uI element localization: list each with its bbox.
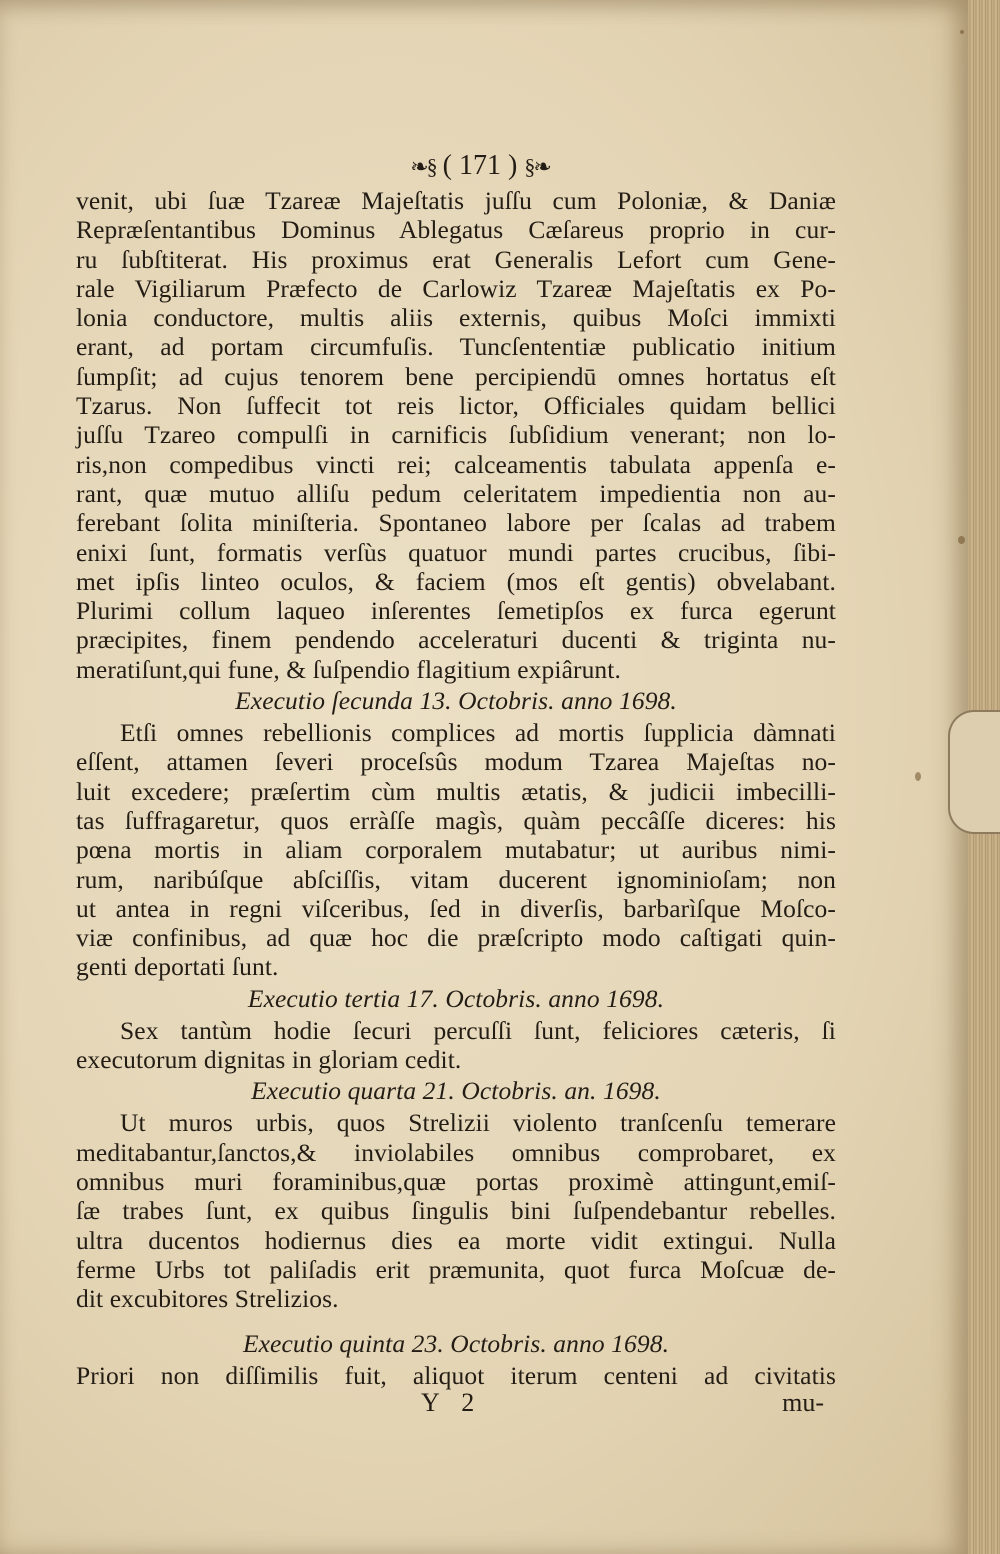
paragraph-2: [76, 718, 836, 982]
text-line: ut antea in regni viſceribus, ſed in diverſis, barbarìſque Moſco-: [76, 893, 836, 923]
text-line: Etſi omnes rebellionis complices ad mortis ſupplicia dàmnati: [120, 718, 836, 748]
text-line: ferme Urbs tot paliſadis erit præmunita, quot furca Moſcuæ de-: [76, 1254, 836, 1284]
page-footer: [76, 1388, 824, 1420]
paragraph-4: [76, 1108, 836, 1313]
text-line: omnibus muri foraminibus,quæ portas proximè attingunt,emiſ-: [76, 1166, 836, 1196]
text-line: enixi ſunt, formatis verſùs quatuor mundi partes crucibus, ſibi-: [76, 537, 836, 567]
ornament-left-icon: ❧§: [410, 154, 436, 179]
text-line: Ut muros urbis, quos Strelizii violento tranſcenſu temerare: [120, 1108, 836, 1138]
ornament-right-icon: §❧: [524, 154, 550, 179]
text-line: tas ſuffragaretur, quos erràſſe magìs, quàm peccâſſe diceres: his: [76, 805, 836, 835]
text-line: ru ſubſtiterat. His proximus erat Generalis Lefort cum Gene-: [76, 244, 836, 274]
text-line: ferebant ſolita miniſteria. Spontaneo labore per ſcalas ad trabem: [76, 508, 836, 538]
text-line: pœna mortis in aliam corporalem mutabatur; ut auribus nimi-: [76, 835, 836, 865]
text-line: juſſu Tzareo compulſi in carnificis ſubſidium venerant; non lo-: [76, 420, 836, 450]
catchword: mu-: [782, 1388, 824, 1417]
text-line: genti deportati ſunt.: [76, 952, 279, 982]
text-line: dit excubitores Strelizios.: [76, 1284, 339, 1314]
text-line: ſumpſit; ad cujus tenorem bene percipiendū omnes hortatus eſt: [76, 361, 836, 391]
text-line: meditabantur,ſanctos,& inviolabiles omnibus comprobaret, ex: [76, 1137, 836, 1167]
text-line: meratiſunt,qui fune, & ſuſpendio flagitium expiârunt.: [76, 654, 621, 684]
paper-stain: [915, 772, 921, 781]
paragraph-5: [76, 1361, 836, 1390]
text-line: Sex tantùm hodie ſecuri percuſſi ſunt, feliciores cæteris, ſi: [120, 1015, 836, 1045]
text-line: luit excedere; præſertim cùm multis ætatis, & judicii imbecilli-: [76, 776, 836, 806]
text-line: eſſent, attamen ſeveri proceſsûs modum Tzarea Majeſtas no-: [76, 747, 836, 777]
text-line: lonia conductore, multis aliis externis, quibus Moſci immixti: [76, 303, 836, 333]
section-heading: Executio quarta 21. Octobris. an. 1698.: [251, 1076, 661, 1106]
text-line: rale Vigiliarum Præfecto de Carlowiz Tzareæ Majeſtatis ex Po-: [76, 273, 836, 303]
text-line: erant, ad portam circumfuſis. Tuncſententiæ publicatio initium: [76, 332, 836, 362]
text-line: met ipſis linteo oculos, & faciem (mos eſt gentis) obvelabant.: [76, 566, 836, 596]
text-line: ſæ trabes ſunt, ex quibus ſingulis bini ſuſpendebantur rebelles.: [76, 1196, 836, 1226]
signature-mark: Y 2: [421, 1388, 483, 1417]
section-heading: Executio tertia 17. Octobris. anno 1698.: [247, 983, 665, 1013]
text-line: præcipites, finem pendendo acceleraturi ducenti & triginta nu-: [76, 625, 836, 655]
text-line: venit, ubi ſuæ Tzareæ Majeſtatis juſſu cum Poloniæ, & Daniæ: [76, 186, 836, 215]
paragraph-1: [76, 186, 836, 684]
text-line: Plurimi collum laqueo inſerentes ſemetipſos ex furca egerunt: [76, 596, 836, 626]
text-line: executorum dignitas in gloriam cedit.: [76, 1045, 462, 1075]
text-line: ris,non compedibus vincti rei; calceamentis tabulata appenſa e-: [76, 449, 836, 479]
section-heading: Executio quinta 23. Octobris. anno 1698.: [242, 1329, 670, 1359]
paragraph-3: [76, 1016, 836, 1075]
text-line: Tzarus. Non ſuffecit tot reis lictor, Officiales quidam bellici: [76, 391, 836, 421]
page-header: [300, 150, 660, 182]
body-text: [76, 186, 836, 1391]
page-number: ( 171 ): [442, 150, 518, 181]
text-line: ultra ducentos hodiernus dies ea morte vidit extingui. Nulla: [76, 1225, 836, 1255]
page-tab: [948, 710, 1000, 834]
text-line: Priori non diſſimilis fuit, aliquot iterum centeni ad civitatis: [76, 1361, 836, 1391]
text-line: rum, naribúſque abſciſſis, vitam ducerent ignominioſam; non: [76, 864, 836, 894]
text-line: Repræſentantibus Dominus Ablegatus Cæſareus proprio in cur-: [76, 215, 836, 245]
paper-stain: [958, 536, 965, 544]
paper-stain: [960, 30, 964, 34]
text-line: viæ confinibus, ad quæ hoc die præſcripto modo caſtigati quin-: [76, 923, 836, 953]
section-heading: Executio ſecunda 13. Octobris. anno 1698.: [235, 686, 677, 716]
text-line: rant, quæ mutuo alliſu pedum celeritatem impedientia non au-: [76, 478, 836, 508]
